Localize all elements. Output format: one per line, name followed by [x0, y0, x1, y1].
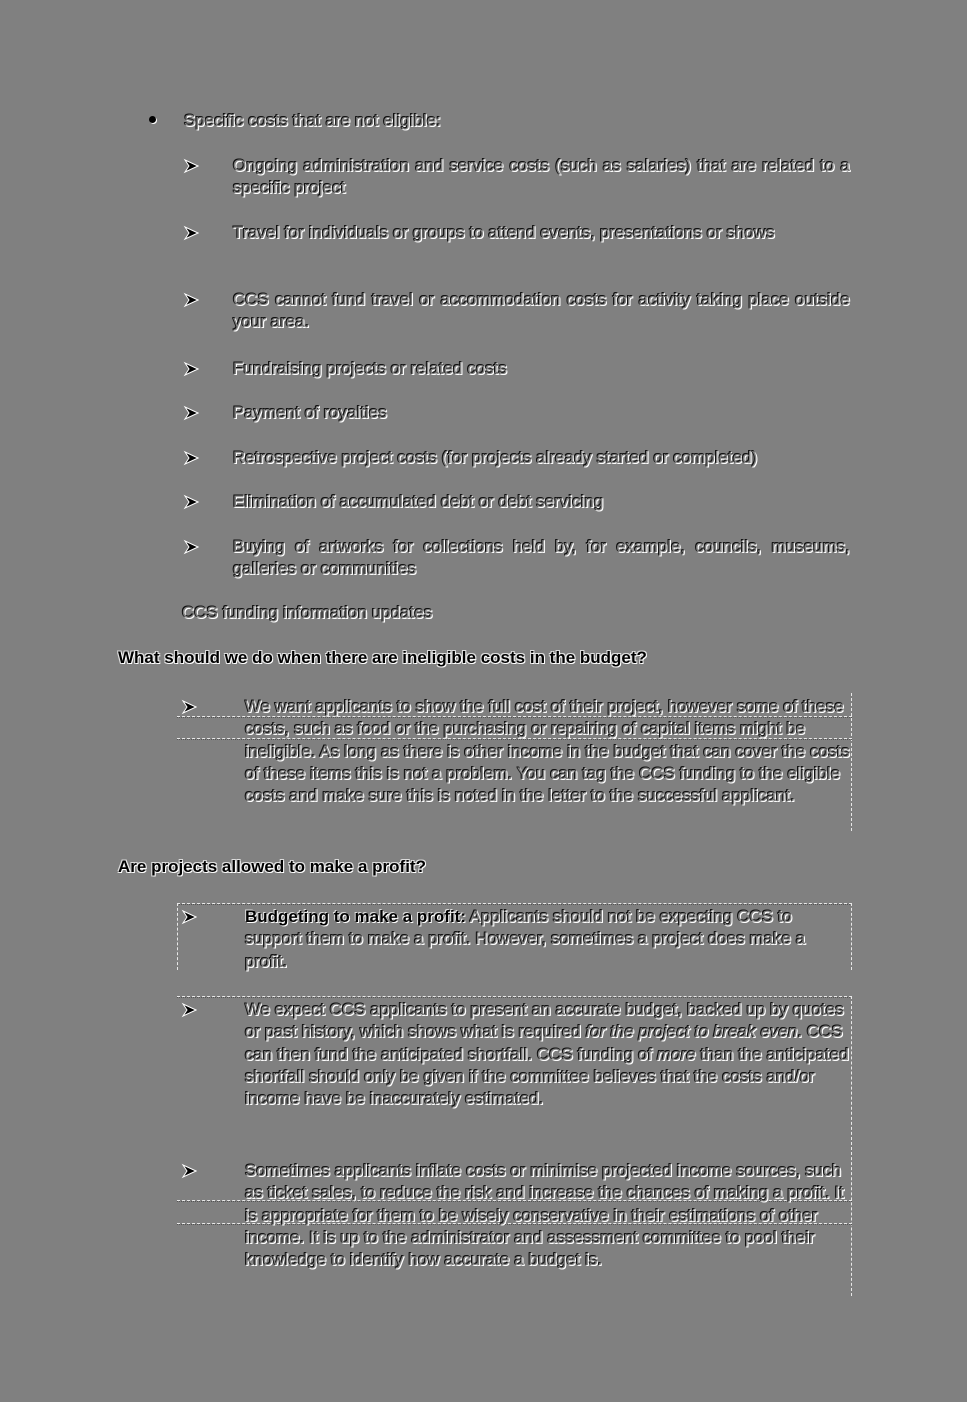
arrowhead-bullet-icon	[183, 361, 199, 377]
ineligible-item: Payment of royalties	[233, 403, 388, 422]
budget-item-text: We want applicants to show the full cost of their project, however some of these costs, such as food or the purchasing or repairing of capital items might be ineligible. As long as there is other income in the budget that can cover the costs of these items this is not a problem. You can tag the CCS funding to the eligible costs and make sure this is noted in the letter to the successful applicant.	[245, 697, 850, 806]
box-rule	[177, 996, 852, 998]
box-border-right	[851, 693, 852, 831]
ineligible-item: Retrospective project costs (for projects already started or completed)	[233, 448, 758, 467]
arrowhead-bullet-icon	[183, 158, 199, 174]
bullet-dot-icon	[149, 116, 156, 123]
ineligible-item: Elimination of accumulated debt or debt servicing	[233, 492, 604, 511]
arrowhead-bullet-icon	[181, 1002, 197, 1018]
arrowhead-bullet-icon	[181, 1163, 197, 1179]
arrowhead-bullet-icon	[183, 405, 199, 421]
arrowhead-bullet-icon	[183, 450, 199, 466]
text-run: than the anticipated shortfall should only be given if the committee believes that the costs and/or income have be inaccurately estimated.	[245, 1044, 849, 1109]
profit-item-text	[245, 999, 850, 1110]
ineligible-item: CCS cannot fund travel or accommodation costs for activity taking place outside your area.	[233, 290, 850, 331]
arrowhead-bullet-icon	[181, 699, 197, 715]
profit-item-box	[177, 1157, 852, 1292]
arrowhead-bullet-icon	[183, 225, 199, 241]
box-rule	[177, 903, 852, 905]
italic-run: more	[657, 1044, 696, 1064]
arrowhead-bullet-icon	[183, 292, 199, 308]
profit-item-box	[177, 996, 852, 1136]
ineligible-item: Ongoing administration and service costs (such as salaries) that are related to a specific project	[233, 156, 850, 197]
profit-item-text: Sometimes applicants inflate costs or minimise projected income sources, such as ticket sales, to reduce the risk and increase the chances of making a profit. It is appropriate for them to be wisely conservative in their estimations of other income. It is up to the administrator and assessment committee to pool their knowledge to identify how accurate a budget is.	[245, 1161, 845, 1270]
italic-run: for the project to break even	[585, 1022, 798, 1042]
budget-item-box	[177, 693, 852, 831]
profit-item-text	[245, 906, 850, 973]
arrowhead-bullet-icon	[183, 539, 199, 555]
arrowhead-bullet-icon	[181, 909, 197, 925]
budget-section-heading: What should we do when there are ineligible costs in the budget?	[118, 648, 647, 667]
ineligible-item: Travel for individuals or groups to attend events, presentations or shows	[233, 223, 775, 242]
ineligible-lead-text: Specific costs that are not eligible:	[184, 111, 442, 130]
box-border-right	[851, 903, 852, 970]
ineligible-item: Fundraising projects or related costs	[233, 359, 508, 378]
text-run: We expect CCS applicants to present an accurate budget, backed up by quotes or past history, which shows what is required	[245, 1000, 844, 1042]
arrowhead-bullet-icon	[183, 494, 199, 510]
profit-item-box	[177, 903, 852, 970]
ineligible-item: Buying of artworks for collections held by, for example, councils, museums, galleries or communities	[233, 537, 850, 578]
profit-item-body: Applicants should not be expecting CCS to support them to make a profit. However, sometimes a project does make a profit.	[245, 907, 806, 971]
box-border-left	[177, 903, 178, 970]
text-run: . CCS can then fund the anticipated shortfall. CCS funding of	[245, 1022, 843, 1064]
profit-item-bold-lead: Budgeting to make a profit:	[245, 907, 466, 926]
funding-updates-note: CCS funding information updates	[182, 603, 433, 622]
profit-section-heading: Are projects allowed to make a profit?	[118, 857, 426, 876]
